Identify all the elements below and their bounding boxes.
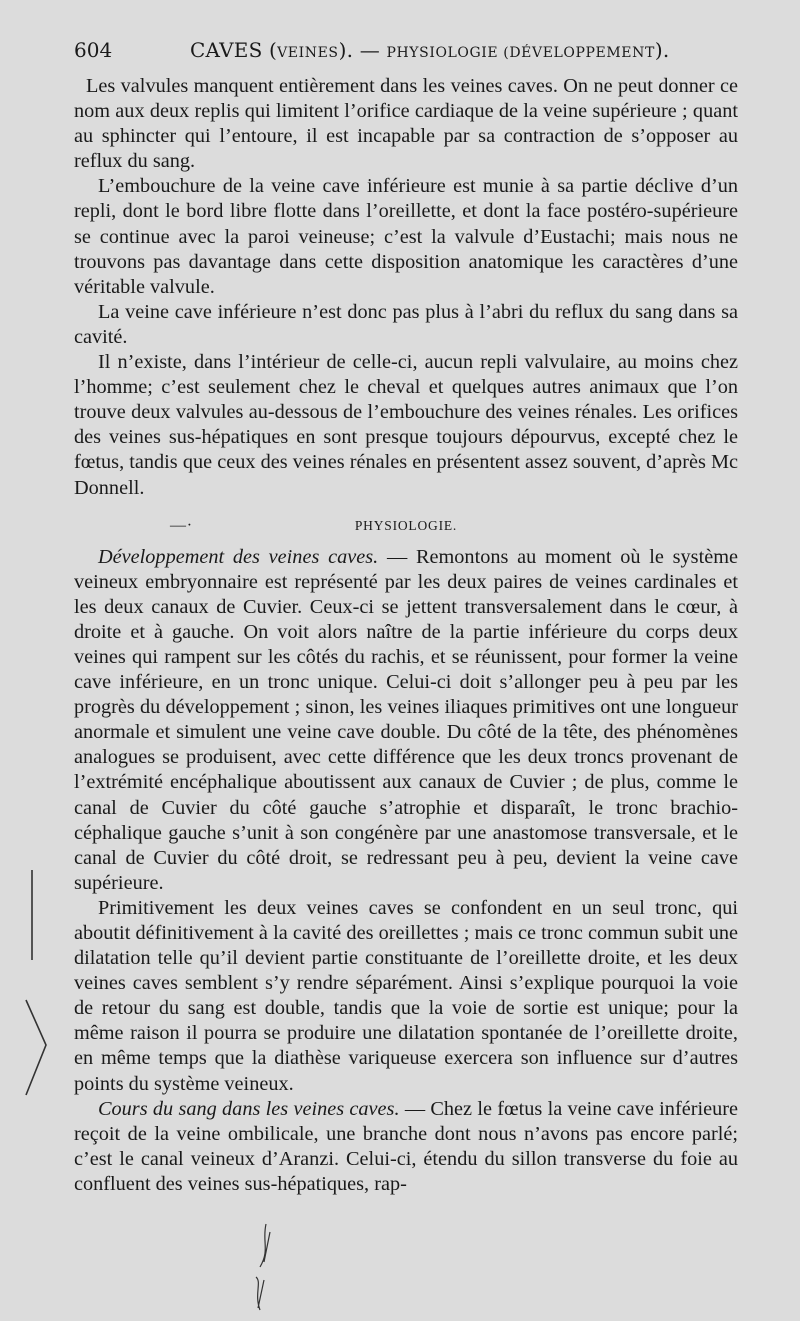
paragraph-reflux: La veine cave inférieure n’est donc pas plus à l’abri du reflux du sang dans sa cavité. bbox=[74, 300, 738, 348]
developpement-text: — Remontons au moment où le système veineux embryonnaire est représenté par les deux paires de veines cardinales et les deux canaux de Cuvier. Ceux-ci se jettent transversalement dans le cœur, à droite et à gauche. On voit alors naître de la partie inférieure du corps deux veines qui rampent sur les côtés du rachis, et se réunissent, pour former la veine cave inférieure, en un tronc unique. Celui-ci doit s’allonger peu à peu par les progrès du développement ; sinon, les veines iliaques primitives ont une longueur anormale et simulent une veine cave double. Du côté de la tête, des phénomènes analogues se produisent, avec cette différence que les deux troncs provenant de l’extrémité encéphalique aboutissent aux canaux de Cuvier ; de plus, comme le canal de Cuvier du côté gauche s’atrophie et disparaît, le tronc brachio-céphalique gauche s’unit à son congénère par une anastomose transversale, et le canal de Cuvier du côté droit, se redressant peu à peu, devient la veine cave supérieure. bbox=[74, 545, 738, 894]
section-title: PHYSIOLOGIE. bbox=[354, 517, 458, 533]
body-text bbox=[74, 74, 738, 1197]
paragraph-repli: Il n’existe, dans l’intérieur de celle-ci, aucun repli valvulaire, au moins chez l’homme; c’est seulement chez le cheval et quelques autres animaux que l’on trouve deux valvules au-dessous de l’embouchure des veines rénales. Les orifices des veines sus-hépatiques en sont presque toujours dépourvus, excepté chez le fœtus, tandis que ceux des veines rénales en présentent assez souvent, d’après Mc Donnell. bbox=[74, 351, 738, 499]
paragraph-cours-du-sang bbox=[74, 1097, 738, 1197]
bottom-pencil-scribble bbox=[236, 1222, 296, 1312]
developpement-heading: Développement des veines caves. bbox=[98, 545, 379, 568]
paragraph-embouchure: L’embouchure de la veine cave inférieure est munie à sa partie déclive d’un repli, dont le bord libre flotte dans l’oreillette, et dont la face postéro-supérieure se continue avec la paroi veineuse; c’est la valvule d’Eustachi; mais nous ne trouvons pas davantage dans cette disposition anatomique les caractères d’une véritable valvule. bbox=[74, 175, 738, 298]
title-end: ). bbox=[654, 38, 670, 62]
title-main: CAVES ( bbox=[190, 38, 278, 62]
title-physiologie: PHYSIOLOGIE (DÉVELOPPEMENT bbox=[386, 45, 655, 61]
paragraph-primitivement: Primitivement les deux veines caves se confondent en un seul tronc, qui aboutit définitivement à la cavité des oreillettes ; mais ce tronc commun subit une dilatation telle qu’il devient partie constituante de l’oreillette droite, et les deux veines caves semblent s’y rendre séparément. Ainsi s’explique pourquoi la voie de retour du sang est double, tandis que la voie de sortie est unique; pour la même raison il pourra se produire une dilatation spontanée de l’oreillette droite, en même temps que la diathèse variqueuse exercera son influence sur d’autres points du système veineux. bbox=[74, 896, 738, 1095]
margin-pencil-mark bbox=[18, 870, 52, 1100]
running-title bbox=[190, 38, 669, 62]
title-mid: ). — bbox=[338, 38, 387, 62]
cours-heading: Cours du sang dans les veines caves. bbox=[98, 1097, 400, 1120]
section-dash: —· bbox=[170, 516, 193, 534]
section-heading bbox=[74, 515, 738, 537]
running-header bbox=[74, 38, 754, 72]
page-number: 604 bbox=[74, 38, 113, 62]
paragraph-developpement bbox=[74, 545, 738, 896]
cours-text: — Chez le fœtus la veine cave inférieure reçoit de la veine ombilicale, une branche dont nous n’avons pas encore parlé; c’est le canal veineux d’Aranzi. Celui-ci, étendu du sillon transverse du foie au confluent des veines sus-hépatiques, rap- bbox=[74, 1097, 738, 1195]
title-veines: VEINES bbox=[277, 45, 339, 61]
paragraph-valvules: Les valvules manquent entièrement dans les veines caves. On ne peut donner ce nom aux deux replis qui limitent l’orifice cardiaque de la veine supérieure ; quant au sphincter qui l’entoure, il est incapable par sa contraction de s’opposer au reflux du sang. bbox=[74, 75, 738, 173]
